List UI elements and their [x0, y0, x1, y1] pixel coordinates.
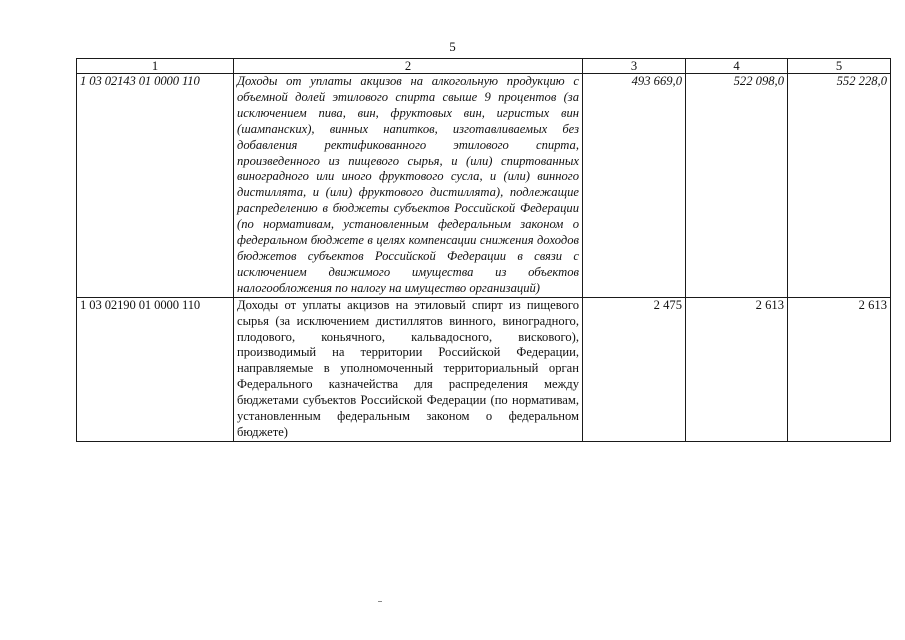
amount-col5: 2 613	[788, 297, 891, 441]
column-header-5: 5	[788, 59, 891, 74]
budget-table	[76, 58, 891, 442]
amount-col5: 552 228,0	[788, 74, 891, 298]
column-header-4: 4	[686, 59, 788, 74]
column-header-2: 2	[234, 59, 583, 74]
amount-col3: 493 669,0	[583, 74, 686, 298]
header-row	[77, 59, 891, 74]
table-row	[77, 74, 891, 298]
amount-col4: 522 098,0	[686, 74, 788, 298]
scan-speck	[378, 601, 382, 602]
kbk-code: 1 03 02143 01 0000 110	[77, 74, 234, 298]
table-row	[77, 297, 891, 441]
income-description: Доходы от уплаты акцизов на алкогольную продукцию с объемной долей этилового спирта свыше 9 процентов (за исключением пива, вин, фруктовых вин, игристых вин (шампанских), винных напитков, изготавливаемых без добавления ректификованного этилового спирта, произведенного из пищевого сырья, и (или) спиртованных виноградного или иного фруктового сусла, и (или) винного дистиллята, и (или) фруктового дистиллята), подлежащие распределению в бюджеты субъектов Российской Федерации (по нормативам, установленным федеральным законом о федеральном бюджете в целях компенсации снижения доходов бюджетов субъектов Российской Федерации в связи с исключением движимого имущества из объектов налогообложения по налогу на имущество организаций)	[234, 74, 583, 298]
income-description: Доходы от уплаты акцизов на этиловый спирт из пищевого сырья (за исключением дистиллятов винного, виноградного, плодового, коньячного, кальвадосного, вискового), производимый на территории Российской Федерации, направляемые в уполномоченный территориальный орган Федерального казначейства для распределения между бюджетами субъектов Российской Федерации (по нормативам, установленным федеральным законом о федеральном бюджете)	[234, 297, 583, 441]
amount-col3: 2 475	[583, 297, 686, 441]
page-number: 5	[449, 39, 456, 54]
column-header-3: 3	[583, 59, 686, 74]
amount-col4: 2 613	[686, 297, 788, 441]
kbk-code: 1 03 02190 01 0000 110	[77, 297, 234, 441]
column-header-1: 1	[77, 59, 234, 74]
